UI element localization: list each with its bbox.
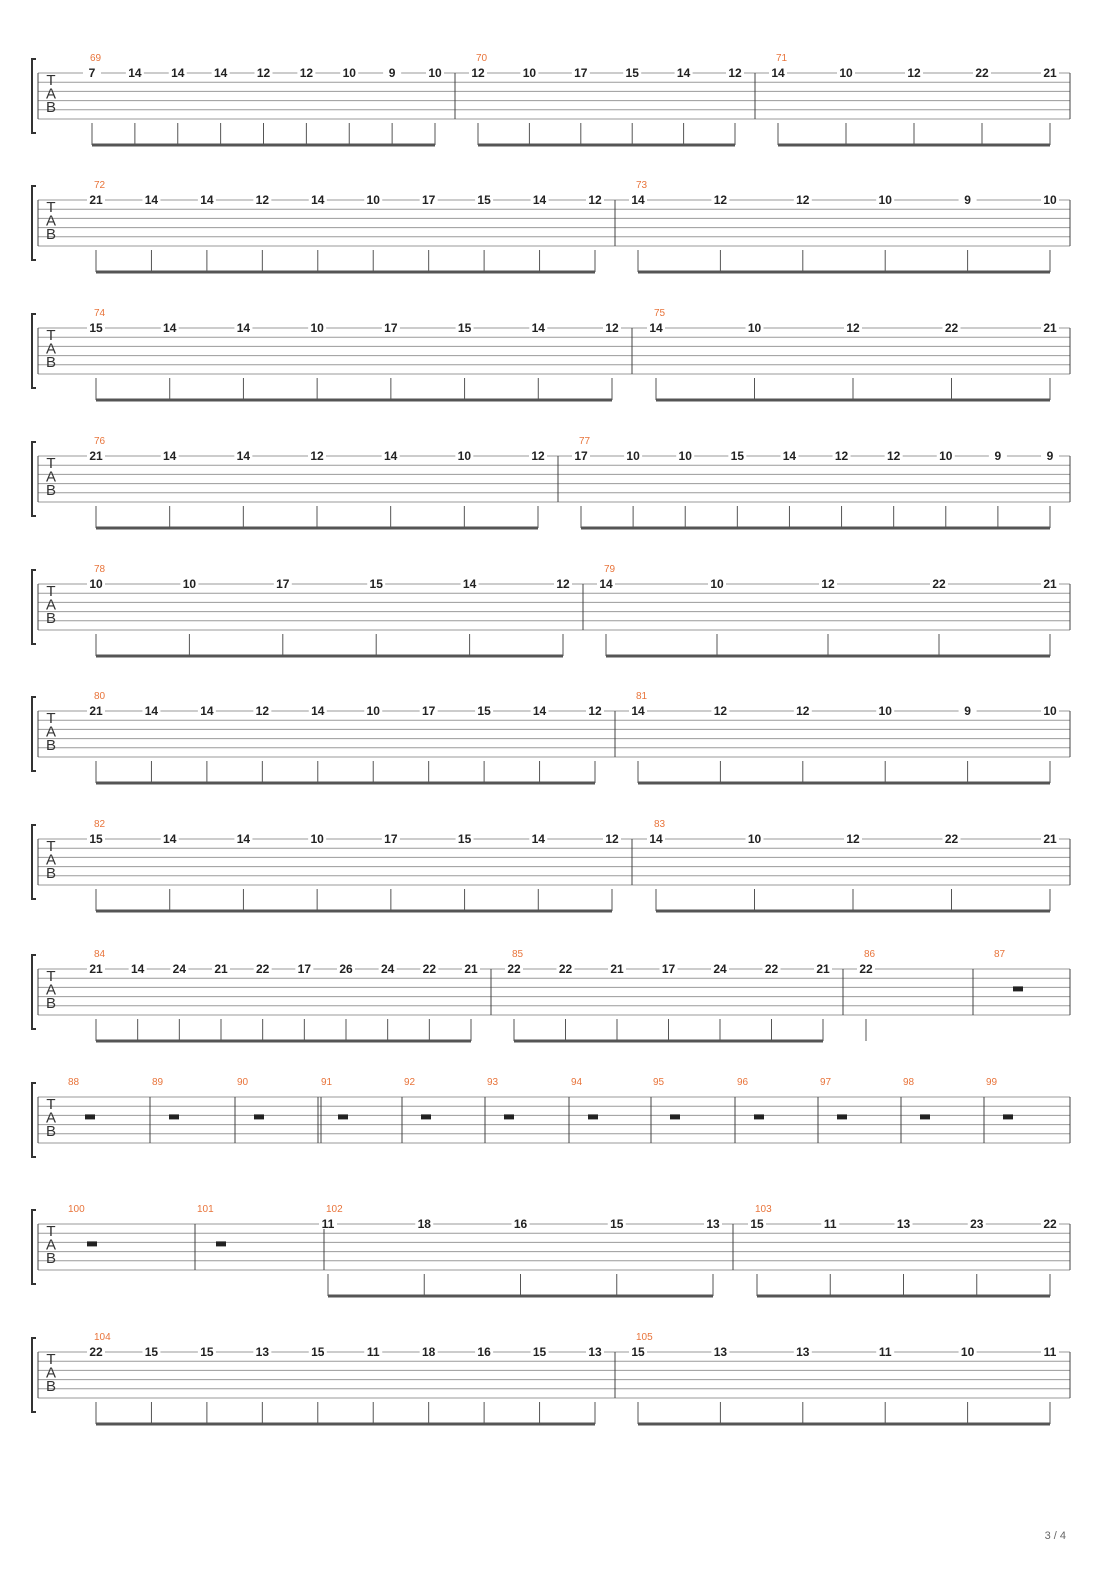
fret-number: 14 [311,704,325,718]
fret-number: 15 [457,321,472,335]
fret-number: 12 [605,321,619,335]
fret-number: 13 [796,1345,810,1359]
measure [404,1077,485,1143]
measure-number: 98 [903,1077,915,1088]
whole-rest [920,1114,930,1119]
fret-number: 9 [1046,449,1054,463]
fret-number: 21 [464,962,478,976]
fret-number: 14 [200,704,214,718]
fret-number: 10 [366,193,380,207]
fret-number: 14 [631,704,645,718]
measure [87,308,632,400]
fret-number: 24 [172,962,187,976]
fret-number: 17 [661,962,676,976]
fret-number: 10 [878,193,892,207]
fret-number: 21 [89,193,103,207]
tab-clef-letter: A [45,851,57,869]
measure [903,1077,984,1143]
fret-number: 15 [631,1345,645,1359]
tab-clef-letter: B [45,1378,57,1395]
measure-number: 81 [636,691,648,702]
measure-number: 100 [68,1204,85,1215]
tab-system [32,436,1070,528]
fret-number: 9 [994,449,1002,463]
fret-number: 15 [625,66,639,80]
fret-number: 22 [558,962,573,976]
fret-number: 15 [457,832,472,846]
measure-number: 95 [653,1077,665,1088]
fret-number: 22 [422,962,437,976]
whole-rest [87,1241,97,1246]
measure-number: 85 [512,949,524,960]
measure-number: 96 [737,1077,749,1088]
whole-rest [421,1114,431,1119]
fret-number: 12 [834,449,849,463]
fret-number: 11 [823,1217,837,1231]
tab-clef-letter: T [46,1223,56,1240]
measure [647,308,1070,400]
fret-number: 10 [428,66,442,80]
fret-number: 12 [846,832,860,846]
tab-system [32,564,1070,656]
measure-number: 83 [654,819,666,830]
tab-clef-letter: A [45,981,57,999]
measure-number: 84 [94,949,106,960]
fret-number: 22 [507,962,521,976]
fret-number: 14 [311,193,325,207]
fret-number: 10 [678,449,692,463]
fret-number: 14 [771,66,785,80]
fret-number: 15 [610,1217,624,1231]
fret-number: 17 [574,66,588,80]
fret-number: 10 [89,577,103,591]
fret-number: 21 [1043,832,1057,846]
fret-number: 23 [970,1217,984,1231]
fret-number: 13 [713,1345,728,1359]
whole-rest [670,1114,680,1119]
fret-number: 14 [531,321,545,335]
tab-clef-letter: A [45,85,57,103]
fret-number: 17 [421,193,436,207]
fret-number: 14 [782,449,797,463]
fret-number: 13 [255,1345,270,1359]
tab-system [32,691,1070,783]
fret-number: 17 [384,832,398,846]
fret-number: 10 [1043,193,1057,207]
tab-clef-letter: T [46,1096,56,1113]
fret-number: 11 [878,1345,892,1359]
fret-number: 9 [388,66,396,80]
fret-number: 12 [728,66,742,80]
fret-number: 15 [89,321,103,335]
fret-number: 10 [342,66,356,80]
fret-number: 14 [144,704,159,718]
whole-rest [504,1114,514,1119]
measure [769,53,1070,145]
fret-number: 17 [421,704,436,718]
tab-system [32,1077,1070,1157]
tab-clef-letter: T [46,199,56,216]
measure [505,949,843,1041]
measure-number: 92 [404,1077,416,1088]
fret-number: 17 [384,321,398,335]
fret-number: 10 [747,321,762,335]
measure [986,1077,1070,1143]
fret-number: 22 [975,66,989,80]
fret-number: 22 [89,1345,103,1359]
fret-number: 10 [1043,704,1057,718]
fret-number: 24 [380,962,395,976]
tab-clef-letter: T [46,72,56,89]
system-bracket [32,314,36,388]
fret-number: 26 [339,962,353,976]
measure [87,949,491,1041]
measure-number: 90 [237,1077,249,1088]
fret-number: 15 [477,193,491,207]
tab-clef-letter: A [45,596,57,614]
fret-number: 12 [255,704,270,718]
fret-number: 12 [821,577,835,591]
tab-clef-letter: T [46,968,56,985]
tab-clef-letter: A [45,212,57,230]
fret-number: 12 [886,449,901,463]
fret-number: 12 [531,449,545,463]
fret-number: 12 [255,193,270,207]
tab-clef-letter: B [45,354,57,371]
whole-rest [1003,1114,1013,1119]
fret-number: 12 [471,66,485,80]
fret-number: 14 [236,449,251,463]
fret-number: 21 [89,449,103,463]
measure-number: 72 [94,180,106,191]
fret-number: 14 [462,577,477,591]
whole-rest [754,1114,764,1119]
fret-number: 14 [128,66,142,80]
tab-system [32,1204,1070,1296]
fret-number: 12 [588,193,602,207]
tab-clef-letter: T [46,327,56,344]
fret-number: 21 [610,962,624,976]
fret-number: 12 [299,66,314,80]
measure-number: 89 [152,1077,164,1088]
fret-number: 15 [750,1217,764,1231]
tab-clef-letter: B [45,737,57,754]
measure-number: 73 [636,180,648,191]
tab-system [32,819,1070,911]
measure [237,1077,321,1143]
fret-number: 18 [417,1217,431,1231]
fret-number: 14 [163,832,177,846]
measure-number: 88 [68,1077,80,1088]
fret-number: 22 [932,577,946,591]
fret-number: 10 [522,66,537,80]
whole-rest [254,1114,264,1119]
tab-system [32,949,1070,1041]
tab-clef-letter: A [45,340,57,358]
tab-system [32,308,1070,400]
measure [68,1204,195,1270]
fret-number: 14 [171,66,185,80]
measure [87,1332,615,1424]
tab-clef-letter: B [45,1123,57,1140]
tab-clef-letter: B [45,1250,57,1267]
fret-number: 14 [383,449,398,463]
fret-number: 17 [574,449,588,463]
fret-number: 15 [200,1345,214,1359]
measure [319,1204,733,1296]
fret-number: 14 [599,577,613,591]
fret-number: 14 [649,832,663,846]
measure-number: 99 [986,1077,998,1088]
measure-number: 104 [94,1332,111,1343]
fret-number: 13 [706,1217,720,1231]
fret-number: 14 [144,193,159,207]
measure [994,949,1070,1015]
system-bracket [32,1338,36,1412]
fret-number: 22 [944,321,959,335]
fret-number: 12 [713,193,728,207]
fret-number: 10 [310,832,324,846]
tab-clef-letter: A [45,1236,57,1254]
measure-number: 79 [604,564,616,575]
fret-number: 10 [710,577,724,591]
fret-number: 24 [713,962,727,976]
fret-number: 21 [1043,321,1057,335]
fret-number: 14 [236,832,251,846]
tab-clef-letter: A [45,723,57,741]
fret-number: 15 [144,1345,159,1359]
system-bracket [32,442,36,516]
measure-number: 105 [636,1332,653,1343]
tab-system [32,1332,1070,1424]
measure-number: 80 [94,691,106,702]
system-bracket [32,1083,36,1157]
measure [321,1077,402,1143]
system-bracket [32,570,36,644]
measure-number: 91 [321,1077,333,1088]
whole-rest [1013,986,1023,991]
fret-number: 21 [1043,577,1057,591]
fret-number: 16 [477,1345,491,1359]
measure [68,1077,150,1143]
measure [87,564,583,656]
measure [487,1077,569,1143]
tab-clef-letter: T [46,455,56,472]
fret-number: 11 [1043,1345,1057,1359]
measure-number: 71 [776,53,788,64]
whole-rest [837,1114,847,1119]
tab-clef-letter: T [46,1351,56,1368]
page-number: 3 / 4 [1044,1530,1066,1542]
fret-number: 22 [255,962,270,976]
measure [572,436,1070,528]
fret-number: 14 [532,704,547,718]
measure [857,949,973,1041]
system-bracket [32,1210,36,1284]
fret-number: 11 [366,1345,380,1359]
measure-number: 75 [654,308,666,319]
fret-number: 15 [532,1345,547,1359]
fret-number: 12 [588,704,602,718]
measure [597,564,1070,656]
fret-number: 21 [89,962,103,976]
whole-rest [169,1114,179,1119]
fret-number: 10 [366,704,380,718]
tab-clef-letter: A [45,1109,57,1127]
measure-number: 78 [94,564,106,575]
fret-number: 10 [747,832,762,846]
measure [647,819,1070,911]
fret-number: 12 [256,66,271,80]
fret-number: 22 [1043,1217,1057,1231]
fret-number: 7 [88,66,96,80]
tab-clef-letter: B [45,610,57,627]
measure [87,819,632,911]
fret-number: 14 [531,832,545,846]
measure [748,1204,1070,1296]
measure-number: 94 [571,1077,583,1088]
measure [83,53,455,145]
measure [653,1077,735,1143]
fret-number: 17 [276,577,290,591]
measure-number: 69 [90,53,102,64]
fret-number: 21 [214,962,228,976]
fret-number: 22 [944,832,959,846]
fret-number: 12 [796,193,810,207]
fret-number: 9 [964,193,971,207]
measure [629,691,1070,783]
measure [571,1077,651,1143]
measure [820,1077,901,1143]
tab-clef-letter: B [45,482,57,499]
fret-number: 13 [588,1345,602,1359]
whole-rest [216,1241,226,1246]
measure-number: 76 [94,436,106,447]
system-bracket [32,955,36,1029]
system-bracket [32,59,36,133]
fret-number: 14 [213,66,228,80]
measure-number: 102 [326,1204,343,1215]
fret-number: 10 [310,321,324,335]
fret-number: 15 [477,704,491,718]
measure [737,1077,818,1143]
tab-clef-letter: B [45,99,57,116]
fret-number: 16 [513,1217,528,1231]
tab-system [32,180,1070,272]
fret-number: 10 [878,704,892,718]
tab-clef-letter: A [45,1364,57,1382]
fret-number: 12 [796,704,810,718]
fret-number: 12 [605,832,619,846]
measure [469,53,755,145]
system-bracket [32,697,36,771]
fret-number: 14 [163,321,177,335]
tab-clef-letter: T [46,583,56,600]
fret-number: 10 [939,449,953,463]
fret-number: 10 [457,449,472,463]
measure [87,691,615,783]
fret-number: 12 [846,321,860,335]
measure [152,1077,235,1143]
fret-number: 18 [421,1345,436,1359]
fret-number: 10 [960,1345,975,1359]
measure [87,180,615,272]
measure [629,1332,1070,1424]
fret-number: 14 [532,193,547,207]
measure-number: 103 [755,1204,772,1215]
fret-number: 22 [764,962,779,976]
measure-number: 87 [994,949,1006,960]
fret-number: 12 [907,66,921,80]
fret-number: 10 [182,577,197,591]
fret-number: 12 [556,577,570,591]
fret-number: 11 [321,1217,335,1231]
fret-number: 14 [162,449,177,463]
fret-number: 14 [631,193,645,207]
whole-rest [85,1114,95,1119]
fret-number: 9 [964,704,971,718]
fret-number: 12 [310,449,324,463]
tab-clef-letter: T [46,710,56,727]
fret-number: 13 [896,1217,911,1231]
fret-number: 14 [649,321,663,335]
measure-number: 97 [820,1077,832,1088]
measure-number: 82 [94,819,106,830]
tab-clef-letter: T [46,838,56,855]
fret-number: 10 [839,66,853,80]
fret-number: 15 [369,577,383,591]
whole-rest [338,1114,348,1119]
system-bracket [32,186,36,260]
tab-clef-letter: B [45,995,57,1012]
measure [87,436,558,528]
measure-number: 74 [94,308,106,319]
measure-number: 101 [197,1204,214,1215]
fret-number: 15 [89,832,103,846]
tab-clef-letter: B [45,865,57,882]
fret-number: 10 [626,449,640,463]
fret-number: 15 [730,449,745,463]
fret-number: 22 [859,962,873,976]
measure-number: 70 [476,53,488,64]
fret-number: 21 [89,704,103,718]
tab-clef-letter: B [45,226,57,243]
measure-number: 93 [487,1077,499,1088]
fret-number: 21 [816,962,830,976]
tab-system [32,53,1070,145]
fret-number: 15 [311,1345,325,1359]
measure [197,1204,324,1270]
fret-number: 14 [200,193,214,207]
fret-number: 17 [297,962,312,976]
measure-number: 77 [579,436,591,447]
system-bracket [32,825,36,899]
measure [629,180,1070,272]
fret-number: 14 [236,321,251,335]
fret-number: 21 [1043,66,1057,80]
fret-number: 14 [676,66,691,80]
whole-rest [588,1114,598,1119]
fret-number: 14 [130,962,145,976]
tab-clef-letter: A [45,468,57,486]
measure-number: 86 [864,949,876,960]
fret-number: 12 [713,704,728,718]
